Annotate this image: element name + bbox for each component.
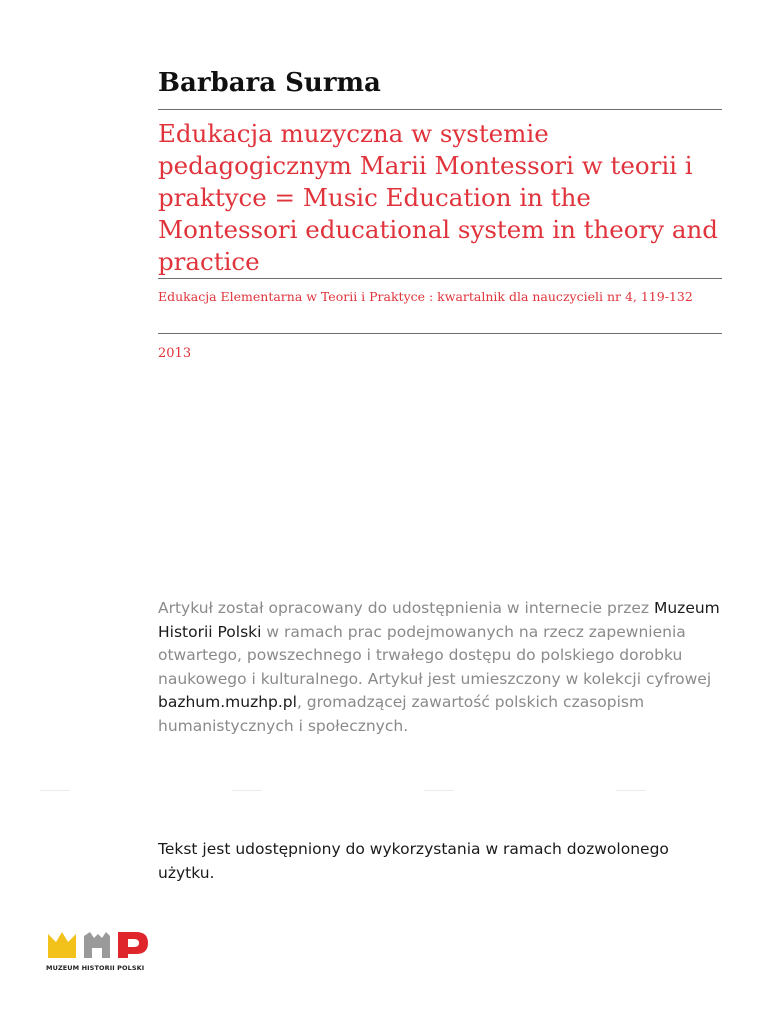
divider-journal [158,333,722,334]
faint-mark [40,790,70,791]
logo-h-shape [84,932,110,958]
collection-site-link[interactable]: bazhum.muzhp.pl [158,693,297,711]
divider-title [158,278,722,279]
logo-p-shape [118,932,148,958]
notice-text-1: Artykuł został opracowany do udostępnienia w internecie przez [158,599,654,617]
journal-citation: Edukacja Elementarna w Teorii i Praktyce : kwartalnik dla nauczycieli nr 4, 119-132 [158,289,693,304]
museum-logo-caption: MUZEUM HISTORII POLSKI [46,964,145,972]
faint-mark [232,790,262,791]
digitization-notice [158,597,738,738]
author-name: Barbara Surma [158,68,381,98]
notice-text-2: w ramach prac podejmowanych na rzecz zapewnienia otwartego, powszechnego i trwałego dostępu do polskiego dorobku naukowego i kulturalnego. Artykuł jest umieszczony w kolekcji cyfrowej [158,622,712,688]
license-text: Tekst jest udostępniony do wykorzystania w ramach dozwolonego użytku. [158,840,669,882]
divider-top [158,109,722,110]
logo-m-shape [48,932,76,958]
faint-mark [616,790,646,791]
article-title: Edukacja muzyczna w systemie pedagogicznym Marii Montessori w teorii i praktyce = Music Education in the Montessori educational system in theory and practice [158,119,718,276]
notice-text-3: , gromadzącej zawartość polskich czasopism humanistycznych i społecznych. [158,693,645,735]
publication-year: 2013 [158,346,192,361]
museum-name: Muzeum Historii Polski [158,599,720,641]
faint-mark [424,790,454,791]
